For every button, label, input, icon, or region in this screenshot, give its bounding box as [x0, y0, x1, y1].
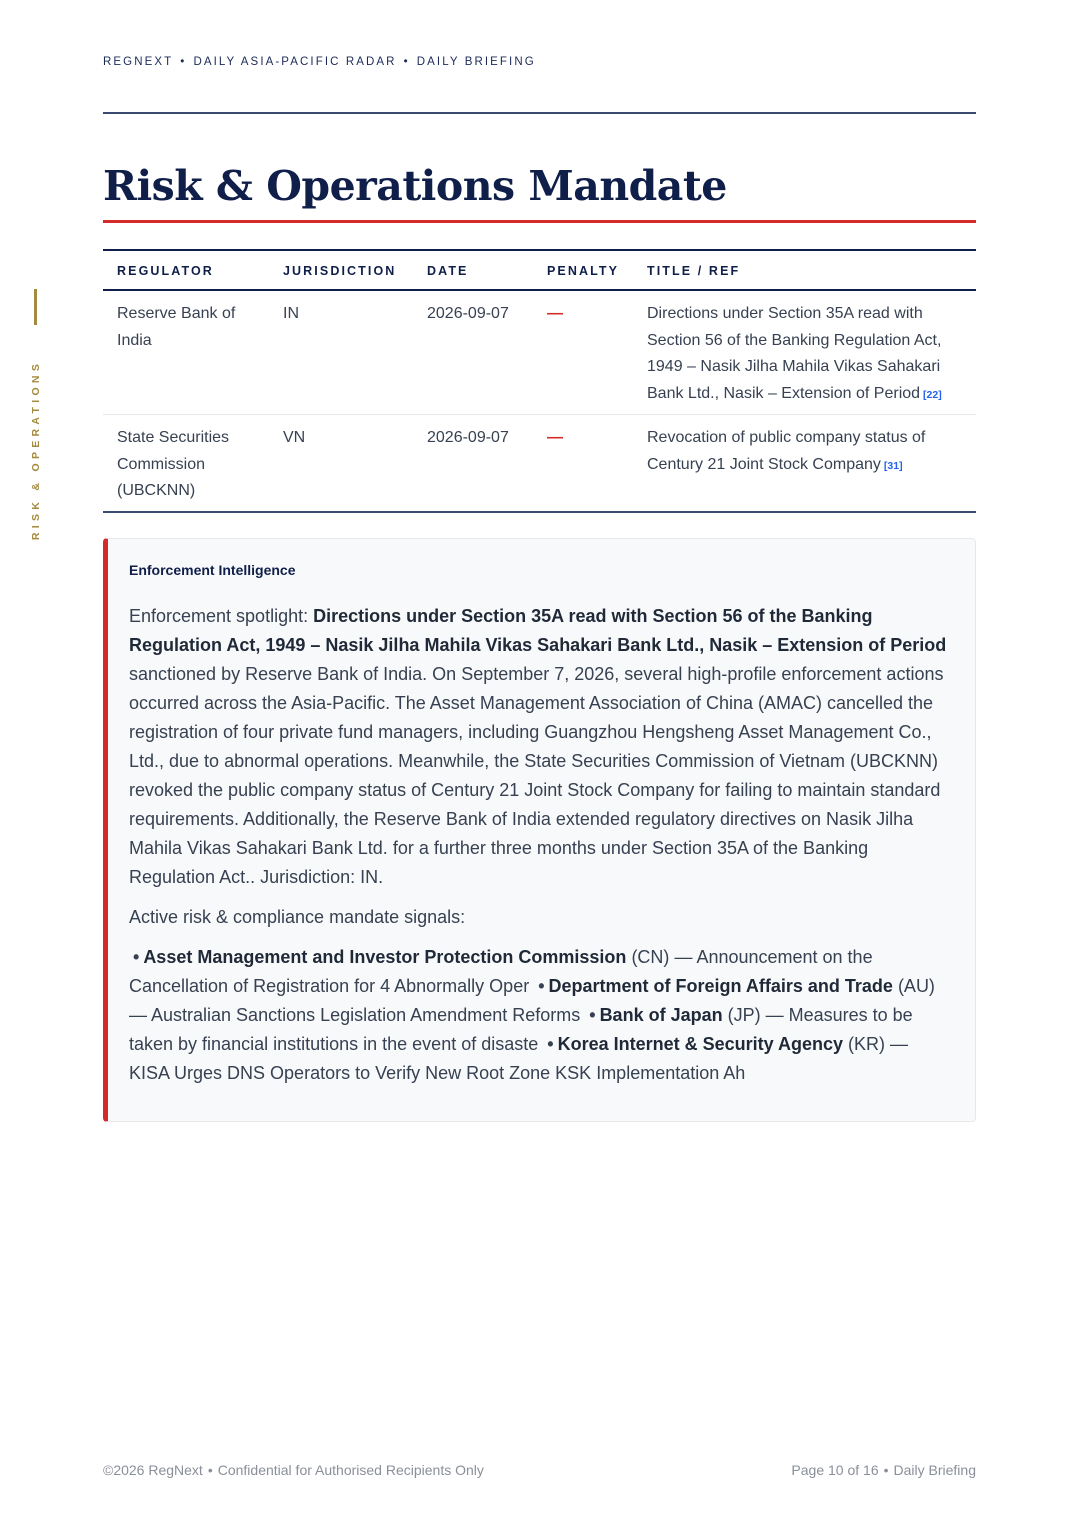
bullet-icon: •: [589, 1005, 596, 1025]
signal-code: (AU): [897, 976, 935, 996]
cell-penalty: [533, 415, 633, 512]
enforcement-intelligence-callout: [103, 538, 976, 1122]
signal-text: — KISA Urges DNS Operators to Verify New Root Zone KSK Implementation Ah: [129, 1034, 909, 1083]
header-divider: [103, 112, 976, 114]
column-header-penalty: PENALTY: [533, 250, 633, 290]
spotlight-title: Directions under Section 35A read with Section 56 of the Banking Regulation Act, 1949 – Nasik Jilha Mahila Vikas Sahakari Bank Ltd., Nasik – Extension of Period: [129, 606, 947, 655]
footer-copyright: ©2026 RegNext • Confidential for Authorised Recipients Only: [103, 1462, 484, 1478]
penalty-none-dash: —: [547, 429, 563, 446]
table-row: [103, 415, 976, 512]
signal-code: (JP): [727, 1005, 761, 1025]
cell-penalty: [533, 290, 633, 415]
header-edition: DAILY BRIEFING: [416, 56, 536, 68]
reference-link[interactable]: [31]: [883, 459, 903, 472]
signal-agency: Department of Foreign Affairs and Trade: [548, 976, 893, 996]
footer-pagination: Page 10 of 16 • Daily Briefing: [791, 1462, 976, 1478]
spotlight-prefix: Enforcement spotlight:: [129, 606, 314, 626]
regulatory-actions-table: [103, 249, 976, 513]
spotlight-body: sanctioned by Reserve Bank of India. On September 7, 2026, several high-profile enforcement actions occurred across the Asia-Pacific. The Asset Management Association of China (AMAC) cancelled the registration of four private fund managers, including Guangzhou Hengsheng Asset Management Co., Ltd., due to abnormal operations. Meanwhile, the State Securities Commission of Vietnam (UBCKNN) revoked the public company status of Century 21 Joint Stock Company for failing to maintain standard requirements. Additionally, the Reserve Bank of India extended regulatory directives on Nasik Jilha Mahila Vikas Sahakari Bank Ltd. for a further three months under Section 35A of the Banking Regulation Act.. Jurisdiction: IN.: [129, 664, 944, 887]
signal-text: — Measures to be taken by financial institutions in the event of disaste: [129, 1005, 913, 1054]
cell-jurisdiction: VN: [269, 415, 413, 512]
cell-date: 2026-09-07: [413, 415, 533, 512]
column-header-date: DATE: [413, 250, 533, 290]
cell-jurisdiction: IN: [269, 290, 413, 415]
title-underline: [103, 220, 976, 223]
reference-link[interactable]: [22]: [923, 388, 942, 401]
column-header-regulator: REGULATOR: [103, 250, 269, 290]
cell-title: [633, 290, 976, 415]
header-section: DAILY ASIA-PACIFIC RADAR: [193, 56, 397, 68]
bullet-icon: •: [547, 1034, 554, 1054]
column-header-jurisdiction: JURISDICTION: [269, 250, 413, 290]
table-header-row: [103, 250, 976, 290]
page-title: Risk & Operations Mandate: [103, 162, 727, 210]
signal-code: (KR): [848, 1034, 886, 1054]
signal-code: (CN): [631, 947, 670, 967]
action-title: Revocation of public company status of Century 21 Joint Stock Company: [647, 429, 926, 473]
cell-regulator: Reserve Bank of India: [103, 290, 269, 415]
spotlight-paragraph: [129, 602, 953, 892]
signals-list: [129, 943, 953, 1088]
signal-text: — Announcement on the Cancellation of Registration for 4 Abnormally Oper: [129, 947, 873, 996]
footer-confidential: Confidential for Authorised Recipients Only: [217, 1462, 484, 1478]
footer-edition: Daily Briefing: [893, 1462, 976, 1478]
bullet-icon: •: [133, 947, 140, 967]
header-brand: REGNEXT: [103, 56, 174, 68]
action-title: Directions under Section 35A read with Section 56 of the Banking Regulation Act, 1949 – Nasik Jilha Mahila Vikas Sahakari Bank Ltd., Nasik – Extension of Period: [647, 305, 942, 402]
cell-date: 2026-09-07: [413, 290, 533, 415]
side-accent-bar: [34, 289, 37, 325]
column-header-title-ref: TITLE / REF: [633, 250, 976, 290]
footer-page-number: Page 10 of 16: [791, 1462, 879, 1478]
signal-agency: Korea Internet & Security Agency: [557, 1034, 843, 1054]
signal-text: — Australian Sanctions Legislation Amendment Reforms: [129, 1005, 581, 1025]
callout-heading: Enforcement Intelligence: [129, 562, 296, 578]
cell-regulator: State Securities Commission (UBCKNN): [103, 415, 269, 512]
bullet-icon: •: [538, 976, 545, 996]
running-header: REGNEXT • DAILY ASIA-PACIFIC RADAR • DAILY BRIEFING: [103, 56, 536, 68]
footer-copyright-text: ©2026 RegNext: [103, 1462, 203, 1478]
cell-title: [633, 415, 976, 512]
signal-agency: Asset Management and Investor Protection Commission: [143, 947, 627, 967]
signal-agency: Bank of Japan: [599, 1005, 723, 1025]
side-section-label: RISK & OPERATIONS: [30, 359, 42, 541]
table-row: [103, 290, 976, 415]
signals-intro: Active risk & compliance mandate signals:: [129, 907, 466, 927]
penalty-none-dash: —: [547, 305, 563, 322]
